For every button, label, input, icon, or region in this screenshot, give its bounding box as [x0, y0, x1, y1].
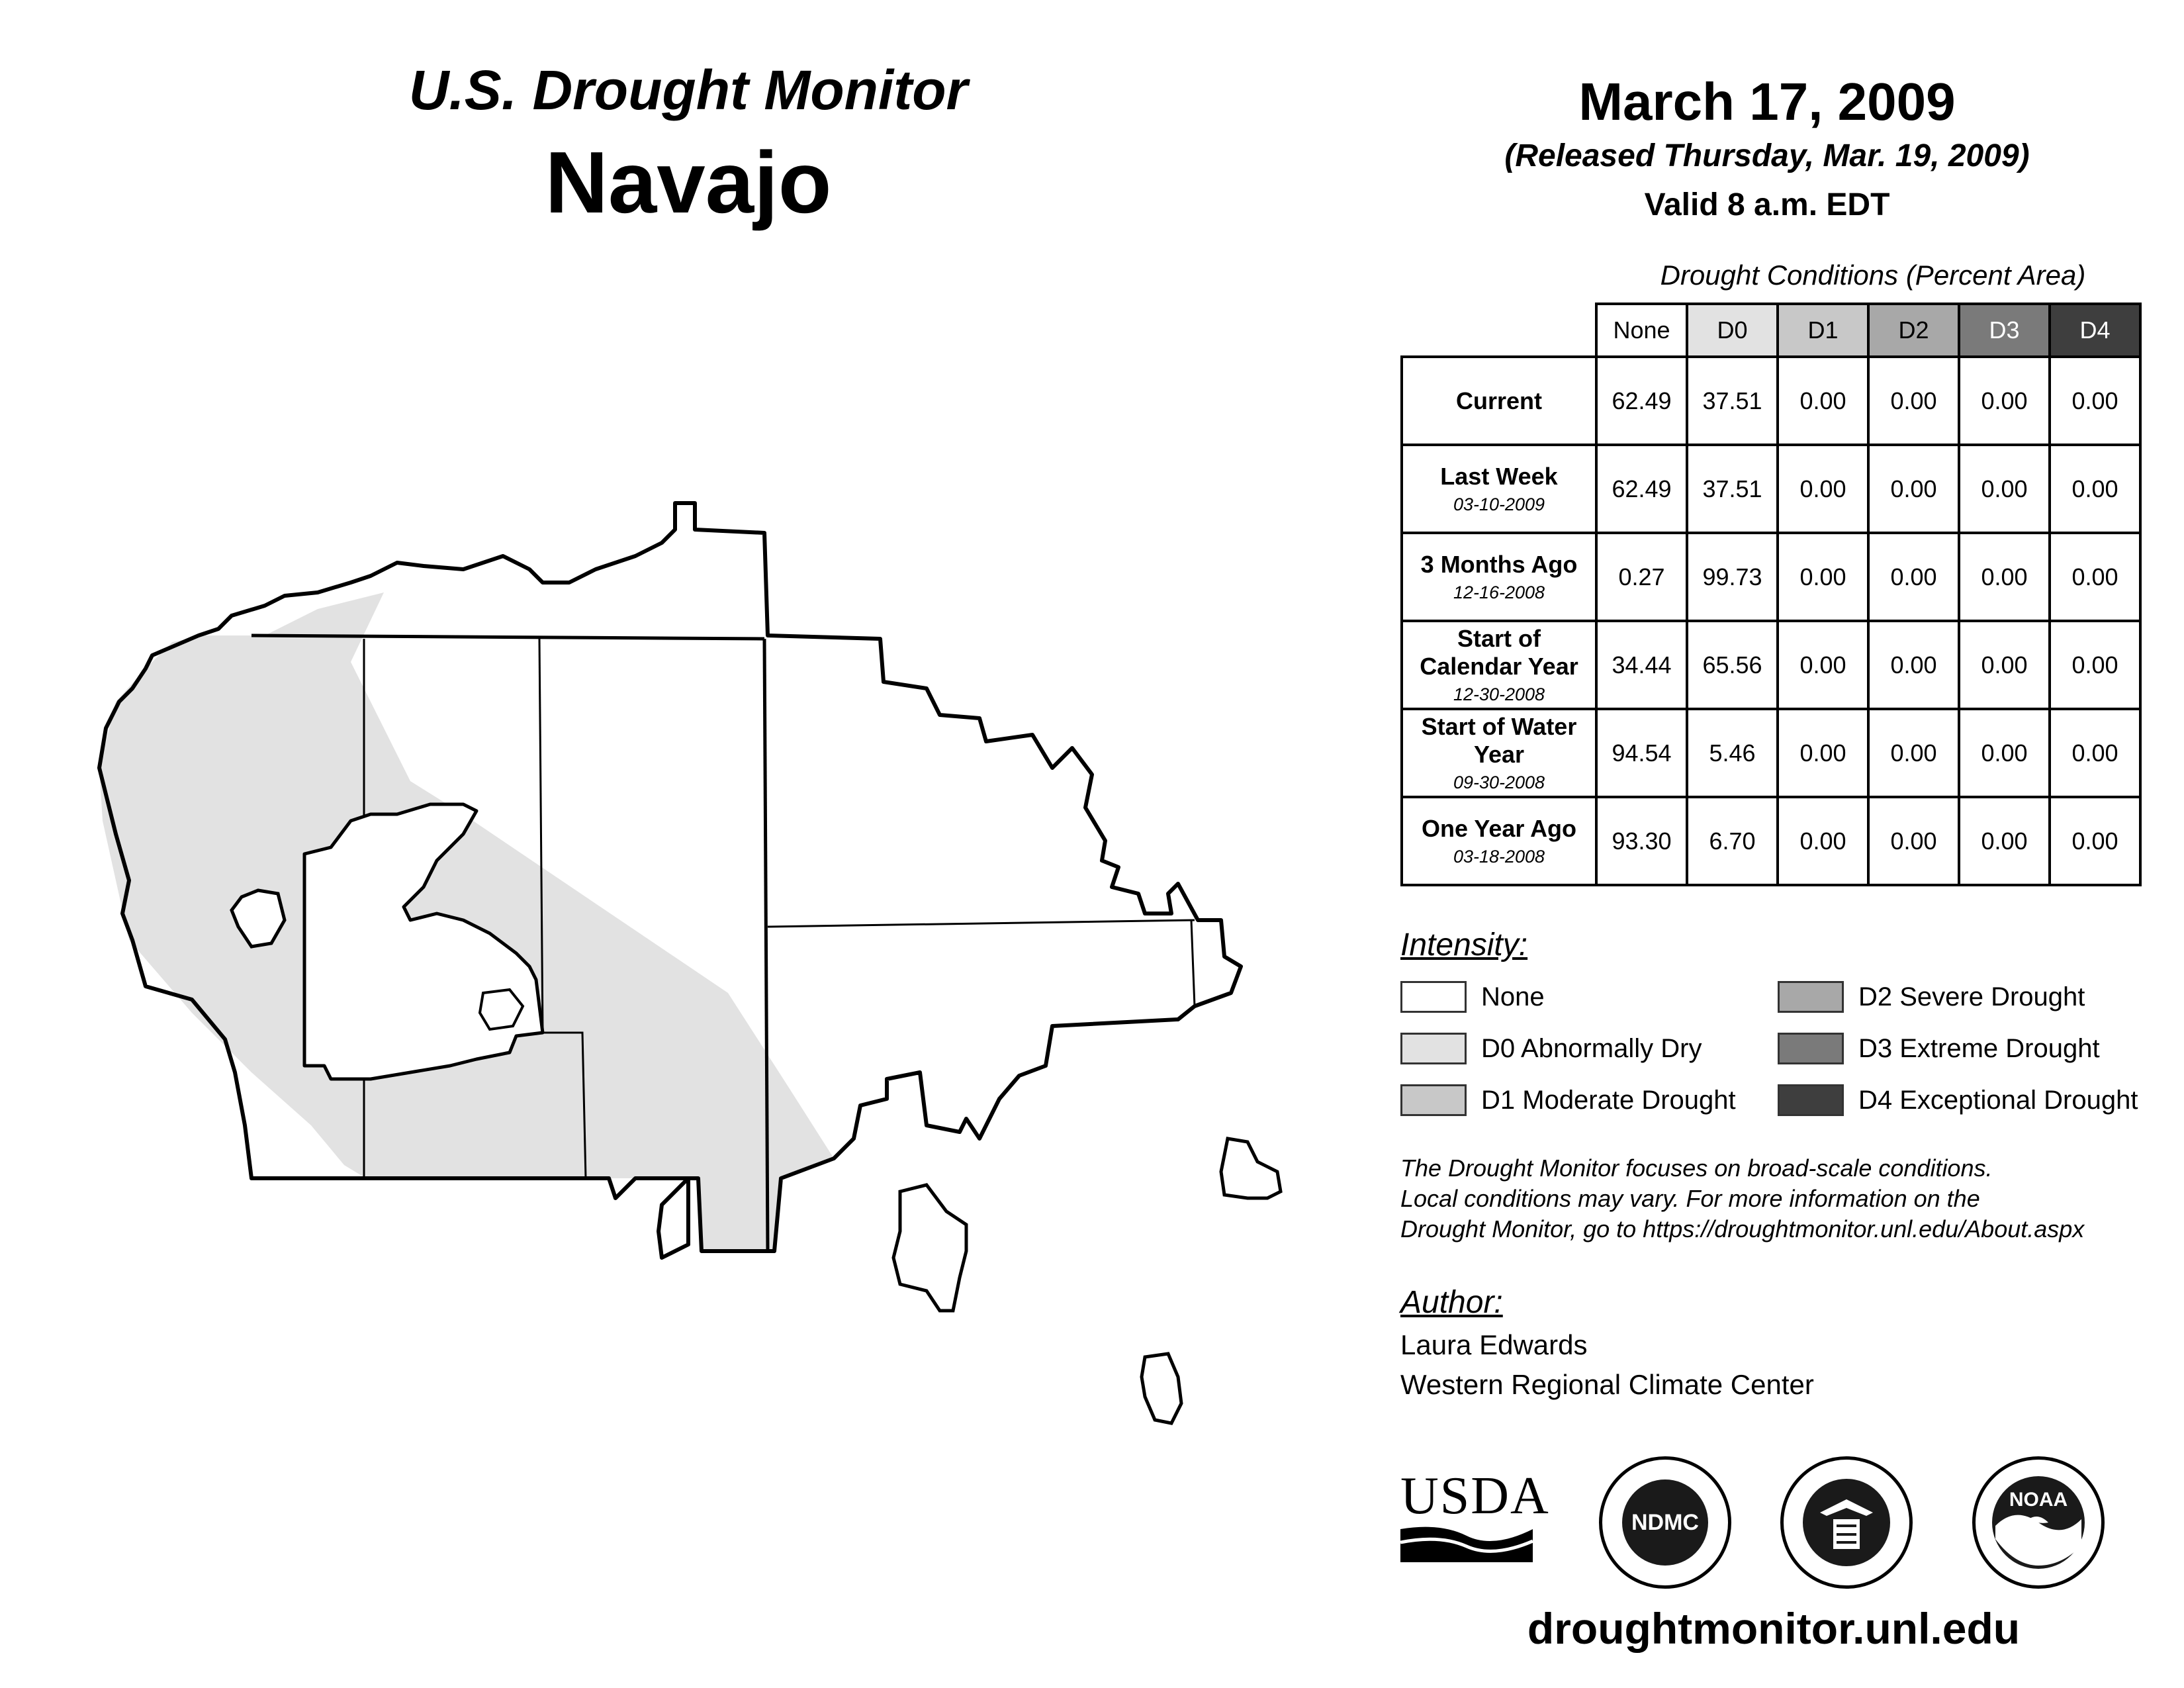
map-title: U.S. Drought Monitor — [408, 59, 968, 121]
row-label: Start of Calendar Year 12-30-2008 — [1402, 621, 1596, 709]
website-url[interactable]: droughtmonitor.unl.edu — [1527, 1604, 2021, 1653]
legend-swatch — [1778, 981, 1844, 1013]
author-organization: Western Regional Climate Center — [1400, 1369, 1814, 1400]
legend-title: Intensity: — [1400, 927, 1528, 962]
region-title: Navajo — [545, 134, 832, 231]
table-row: Start of Water Year 09-30-2008 94.54 5.46 0.00 0.00 0.00 0.00 — [1402, 709, 2140, 797]
eagle-icon — [1800, 1476, 1893, 1569]
release-date: (Released Thursday, Mar. 19, 2009) — [1504, 138, 2030, 173]
doc-seal-logo — [1780, 1456, 1913, 1589]
legend-swatch — [1400, 981, 1467, 1013]
svg-text:NOAA: NOAA — [2009, 1489, 2068, 1511]
legend-item-d1: D1 Moderate Drought — [1400, 1084, 1736, 1116]
row-label: Current — [1402, 357, 1596, 445]
col-header-d4: D4 — [2050, 304, 2140, 357]
row-label: 3 Months Ago 12-16-2008 — [1402, 533, 1596, 621]
legend-swatch — [1778, 1084, 1844, 1116]
legend-item-d2: D2 Severe Drought — [1778, 981, 2085, 1013]
parcel-ramah — [893, 1185, 966, 1311]
parcel-south — [1142, 1354, 1181, 1423]
col-header-d3: D3 — [1959, 304, 2050, 357]
legend-item-d4: D4 Exceptional Drought — [1778, 1084, 2138, 1116]
author-heading: Author: — [1400, 1285, 1503, 1320]
table-caption: Drought Conditions (Percent Area) — [1660, 259, 2086, 291]
legend-swatch — [1778, 1033, 1844, 1064]
table-row: One Year Ago 03-18-2008 93.30 6.70 0.00 0.00 0.00 0.00 — [1402, 797, 2140, 885]
legend-swatch — [1400, 1084, 1467, 1116]
col-header-d1: D1 — [1778, 304, 1868, 357]
noaa-logo — [1972, 1456, 2105, 1589]
usda-logo: USDA — [1400, 1470, 1533, 1562]
col-header-none: None — [1596, 304, 1687, 357]
valid-time: Valid 8 a.m. EDT — [1644, 187, 1890, 222]
table-row: Last Week 03-10-2009 62.49 37.51 0.00 0.00 0.00 0.00 — [1402, 445, 2140, 533]
legend-item-d3: D3 Extreme Drought — [1778, 1033, 2100, 1064]
legend-swatch — [1400, 1033, 1467, 1064]
row-label: One Year Ago 03-18-2008 — [1402, 797, 1596, 885]
table-row: Current 62.49 37.51 0.00 0.00 0.00 0.00 — [1402, 357, 2140, 445]
noaa-bird-icon — [1989, 1473, 2088, 1572]
legend-item-none: None — [1400, 981, 1545, 1013]
usda-logo-mark — [1400, 1523, 1533, 1562]
ndmc-logo: NDMC — [1599, 1456, 1731, 1589]
disclaimer-note: The Drought Monitor focuses on broad-scale conditions. Local conditions may vary. For more information on the Drought Monitor, go to https://droughtmonitor.unl.edu/About.aspx — [1400, 1154, 2085, 1243]
table-row: Start of Calendar Year 12-30-2008 34.44 65.56 0.00 0.00 0.00 0.00 — [1402, 621, 2140, 709]
legend-item-d0: D0 Abnormally Dry — [1400, 1033, 1702, 1064]
col-header-d2: D2 — [1868, 304, 1959, 357]
row-label: Last Week 03-10-2009 — [1402, 445, 1596, 533]
author-name: Laura Edwards — [1400, 1329, 1588, 1360]
map-date: March 17, 2009 — [1578, 72, 1956, 131]
table-row: 3 Months Ago 12-16-2008 0.27 99.73 0.00 0.00 0.00 0.00 — [1402, 533, 2140, 621]
col-header-d0: D0 — [1687, 304, 1778, 357]
drought-conditions-table — [1400, 303, 2142, 886]
parcel-east — [1221, 1139, 1281, 1198]
row-label: Start of Water Year 09-30-2008 — [1402, 709, 1596, 797]
